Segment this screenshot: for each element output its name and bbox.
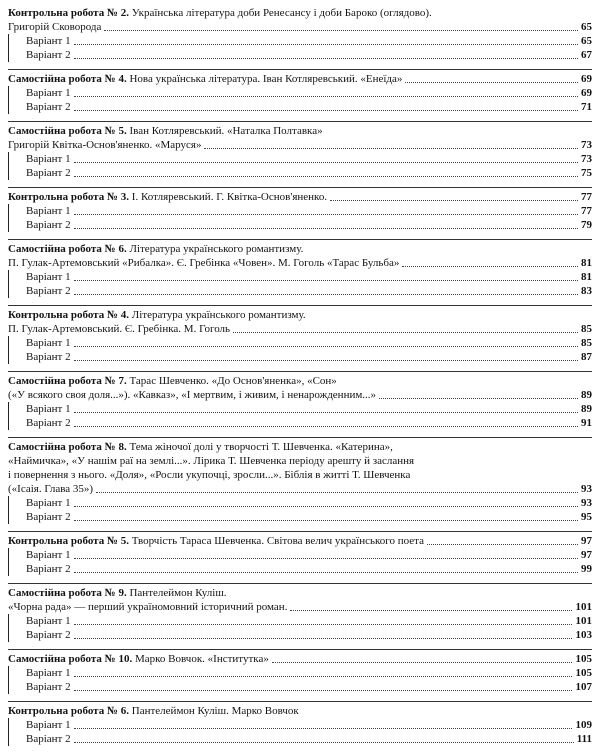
page-number: 89 — [581, 389, 592, 401]
page-number: 99 — [581, 563, 592, 575]
toc-entry[interactable] — [8, 6, 592, 20]
variant-label: Варіант 1 — [26, 153, 71, 165]
variant-entry[interactable] — [8, 204, 592, 218]
dot-leader — [74, 676, 572, 677]
work-label: Контрольна робота № 5. — [8, 535, 130, 547]
variant-label: Варіант 2 — [26, 563, 71, 575]
dot-leader — [74, 110, 578, 111]
variant-label: Варіант 2 — [26, 351, 71, 363]
variant-entry[interactable] — [8, 284, 592, 298]
work-title: і повернення з нього. «Доля», «Росли укупочці, зросли...». Біблія в житті Т. Шевченка — [8, 469, 411, 481]
work-label: Контрольна робота № 4. — [8, 309, 130, 321]
variant-label: Варіант 1 — [26, 719, 71, 731]
toc-entry-text — [8, 482, 93, 496]
page-number: 79 — [581, 219, 592, 231]
dot-leader — [272, 662, 572, 663]
dot-leader — [405, 82, 578, 83]
page-number: 109 — [575, 719, 592, 731]
toc-entry-text — [8, 20, 101, 34]
work-title: Українська література доби Ренесансу і доби Бароко (оглядово). — [129, 7, 432, 19]
variant-entry[interactable] — [8, 496, 592, 510]
variant-entry[interactable] — [8, 166, 592, 180]
toc-entry-text — [8, 374, 337, 388]
variant-label: Варіант 1 — [26, 497, 71, 509]
toc-entry[interactable] — [8, 704, 592, 718]
dot-leader — [74, 176, 578, 177]
variant-entry[interactable] — [8, 416, 592, 430]
toc-entry[interactable] — [8, 440, 592, 454]
work-title: Література українського романтизму. — [126, 243, 304, 255]
page-number: 77 — [581, 205, 592, 217]
dot-leader — [379, 398, 578, 399]
toc-section — [8, 6, 592, 69]
dot-leader — [74, 624, 572, 625]
dot-leader — [290, 610, 572, 611]
page-number: 103 — [575, 629, 592, 641]
dot-leader — [74, 638, 572, 639]
work-title: Пантелеймон Куліш. Марко Вовчок — [129, 705, 299, 717]
variant-entry[interactable] — [8, 680, 592, 694]
variant-label: Варіант 2 — [26, 681, 71, 693]
work-title: Тема жіночої долі у творчості Т. Шевченка. «Катерина», — [126, 441, 393, 453]
variant-list — [8, 86, 592, 114]
variant-entry[interactable] — [8, 152, 592, 166]
variant-list — [8, 204, 592, 232]
dot-leader — [427, 544, 578, 545]
variant-list — [8, 34, 592, 62]
variant-entry[interactable] — [8, 732, 592, 746]
work-title: Пантелеймон Куліш. — [126, 587, 227, 599]
work-title: Григорій Сковорода — [8, 21, 102, 33]
toc-entry[interactable] — [8, 138, 592, 152]
page-number: 105 — [575, 667, 592, 679]
toc-entry-text — [8, 468, 410, 482]
page-number: 93 — [581, 497, 592, 509]
page-number: 65 — [581, 21, 592, 33]
toc-section — [8, 371, 592, 437]
variant-label: Варіант 2 — [26, 733, 71, 745]
variant-list — [8, 270, 592, 298]
work-title: Григорій Квітка-Основ'яненко. «Маруся» — [8, 139, 202, 151]
dot-leader — [74, 690, 572, 691]
page-number: 95 — [581, 511, 592, 523]
dot-leader — [74, 412, 578, 413]
variant-entry[interactable] — [8, 336, 592, 350]
dot-leader — [74, 58, 578, 59]
toc-entry-text — [8, 256, 399, 270]
work-title: «Чорна рада» — перший україномовний історичний роман. — [8, 601, 288, 613]
dot-leader — [74, 294, 578, 295]
toc-entry[interactable] — [8, 468, 592, 482]
variant-label: Варіант 2 — [26, 629, 71, 641]
dot-leader — [74, 558, 578, 559]
toc-entry[interactable] — [8, 534, 592, 548]
variant-list — [8, 336, 592, 364]
toc-entry-text — [8, 704, 299, 718]
work-title: Тарас Шевченко. «До Основ'яненка», «Сон» — [126, 375, 337, 387]
toc-section — [8, 239, 592, 305]
variant-entry[interactable] — [8, 34, 592, 48]
toc-entry-text — [8, 388, 376, 402]
toc-entry-text — [8, 124, 323, 138]
variant-label: Варіант 2 — [26, 49, 71, 61]
page-number: 101 — [575, 601, 592, 613]
toc-entry[interactable] — [8, 308, 592, 322]
page-number: 89 — [581, 403, 592, 415]
page-number: 69 — [581, 87, 592, 99]
variant-label: Варіант 1 — [26, 549, 71, 561]
toc-entry[interactable] — [8, 256, 592, 270]
toc-entry[interactable] — [8, 652, 592, 666]
dot-leader — [74, 360, 578, 361]
work-label: Контрольна робота № 2. — [8, 7, 130, 19]
toc-entry[interactable] — [8, 454, 592, 468]
toc-entry-text — [8, 586, 227, 600]
page-number: 67 — [581, 49, 592, 61]
work-title: Нова українська література. Іван Котляревський. «Енеїда» — [126, 73, 403, 85]
toc-entry[interactable] — [8, 322, 592, 336]
work-title: («У всякого своя доля...»). «Кавказ», «І мертвим, і живим, і ненарожденним...» — [8, 389, 377, 401]
work-title: П. Гулак-Артемовський «Рибалка». Є. Гребінка «Човен». М. Гоголь «Тарас Бульба» — [8, 257, 400, 269]
variant-entry[interactable] — [8, 86, 592, 100]
work-label: Самостійна робота № 9. — [8, 587, 127, 599]
dot-leader — [233, 332, 578, 333]
toc-entry[interactable] — [8, 72, 592, 86]
variant-entry[interactable] — [8, 666, 592, 680]
toc-entry[interactable] — [8, 586, 592, 600]
variant-list — [8, 548, 592, 576]
dot-leader — [74, 280, 578, 281]
page-number: 105 — [575, 653, 592, 665]
work-label: Самостійна робота № 4. — [8, 73, 127, 85]
dot-leader — [74, 742, 574, 743]
variant-entry[interactable] — [8, 562, 592, 576]
dot-leader — [74, 572, 578, 573]
variant-entry[interactable] — [8, 48, 592, 62]
variant-entry[interactable] — [8, 100, 592, 114]
variant-entry[interactable] — [8, 218, 592, 232]
variant-entry[interactable] — [8, 718, 592, 732]
work-label: Самостійна робота № 7. — [8, 375, 127, 387]
toc-entry-text — [8, 534, 424, 548]
variant-label: Варіант 2 — [26, 219, 71, 231]
variant-entry[interactable] — [8, 628, 592, 642]
work-title: («Ісаія. Глава 35») — [8, 483, 94, 495]
variant-entry[interactable] — [8, 548, 592, 562]
work-label: Контрольна робота № 6. — [8, 705, 130, 717]
variant-label: Варіант 2 — [26, 285, 71, 297]
page-number: 97 — [581, 535, 592, 547]
toc-entry-text — [8, 72, 402, 86]
toc-entry[interactable] — [8, 374, 592, 388]
toc-section — [8, 649, 592, 701]
toc-section — [8, 583, 592, 649]
variant-label: Варіант 1 — [26, 35, 71, 47]
page-number: 71 — [581, 101, 592, 113]
page-number: 87 — [581, 351, 592, 363]
dot-leader — [74, 228, 578, 229]
toc-entry-text — [8, 242, 303, 256]
page-number: 91 — [581, 417, 592, 429]
toc-entry-text — [8, 6, 432, 20]
toc-entry[interactable] — [8, 242, 592, 256]
variant-list — [8, 402, 592, 430]
page-number: 85 — [581, 337, 592, 349]
toc-entry-text — [8, 454, 414, 468]
page-number: 73 — [581, 139, 592, 151]
dot-leader — [74, 96, 578, 97]
variant-label: Варіант 1 — [26, 271, 71, 283]
page-number: 107 — [575, 681, 592, 693]
toc-entry-text — [8, 308, 306, 322]
toc-entry-text — [8, 138, 201, 152]
toc-section — [8, 701, 592, 753]
page-number: 77 — [581, 191, 592, 203]
toc-entry-text — [8, 322, 230, 336]
toc-section — [8, 305, 592, 371]
work-title: Література українського романтизму. — [129, 309, 306, 321]
toc-section — [8, 437, 592, 531]
variant-label: Варіант 1 — [26, 87, 71, 99]
toc-entry[interactable] — [8, 124, 592, 138]
dot-leader — [74, 520, 578, 521]
toc-entry[interactable] — [8, 20, 592, 34]
variant-list — [8, 496, 592, 524]
toc-entry-text — [8, 600, 287, 614]
variant-label: Варіант 1 — [26, 205, 71, 217]
dot-leader — [402, 266, 578, 267]
page-number: 69 — [581, 73, 592, 85]
variant-label: Варіант 1 — [26, 337, 71, 349]
page-number: 81 — [581, 257, 592, 269]
dot-leader — [74, 44, 578, 45]
variant-list — [8, 152, 592, 180]
variant-label: Варіант 2 — [26, 511, 71, 523]
toc-entry-text — [8, 652, 269, 666]
variant-entry[interactable] — [8, 350, 592, 364]
variant-label: Варіант 1 — [26, 667, 71, 679]
work-title: Іван Котляревський. «Наталка Полтавка» — [126, 125, 323, 137]
toc-entry-text — [8, 440, 393, 454]
dot-leader — [74, 506, 578, 507]
variant-list — [8, 718, 592, 746]
toc-entry[interactable] — [8, 388, 592, 402]
page-number: 97 — [581, 549, 592, 561]
toc-entry[interactable] — [8, 482, 592, 496]
work-title: «Наймичка», «У нашім раї на землі...». Лірика Т. Шевченка періоду арешту й заслання — [8, 455, 415, 467]
toc-section — [8, 69, 592, 121]
variant-entry[interactable] — [8, 270, 592, 284]
variant-label: Варіант 2 — [26, 167, 71, 179]
page-number: 73 — [581, 153, 592, 165]
variant-label: Варіант 1 — [26, 615, 71, 627]
toc-entry[interactable] — [8, 190, 592, 204]
variant-entry[interactable] — [8, 510, 592, 524]
toc-section — [8, 121, 592, 187]
work-title: П. Гулак-Артемовський. Є. Гребінка. М. Гоголь — [8, 323, 231, 335]
page-number: 75 — [581, 167, 592, 179]
variant-entry[interactable] — [8, 402, 592, 416]
dot-leader — [204, 148, 578, 149]
dot-leader — [104, 30, 578, 31]
dot-leader — [330, 200, 578, 201]
work-title: І. Котляревський. Г. Квітка-Основ'яненко. — [129, 191, 328, 203]
work-label: Самостійна робота № 6. — [8, 243, 127, 255]
variant-label: Варіант 2 — [26, 101, 71, 113]
variant-list — [8, 666, 592, 694]
toc-entry-text — [8, 190, 327, 204]
page-number: 101 — [575, 615, 592, 627]
dot-leader — [74, 162, 578, 163]
work-label: Самостійна робота № 8. — [8, 441, 127, 453]
dot-leader — [74, 346, 578, 347]
work-label: Самостійна робота № 10. — [8, 653, 133, 665]
work-label: Контрольна робота № 3. — [8, 191, 130, 203]
toc-entry[interactable] — [8, 600, 592, 614]
work-title: Творчість Тараса Шевченка. Світова велич українського поета — [129, 535, 424, 547]
variant-entry[interactable] — [8, 614, 592, 628]
work-label: Самостійна робота № 5. — [8, 125, 127, 137]
dot-leader — [74, 728, 572, 729]
variant-label: Варіант 2 — [26, 417, 71, 429]
toc-section — [8, 187, 592, 239]
page-number: 65 — [581, 35, 592, 47]
page-number: 93 — [581, 483, 592, 495]
page-number: 83 — [581, 285, 592, 297]
variant-label: Варіант 1 — [26, 403, 71, 415]
variant-list — [8, 614, 592, 642]
toc-section — [8, 531, 592, 583]
work-title: Марко Вовчок. «Інститутка» — [132, 653, 269, 665]
dot-leader — [96, 492, 578, 493]
dot-leader — [74, 214, 578, 215]
page-number: 85 — [581, 323, 592, 335]
dot-leader — [74, 426, 578, 427]
page-number: 81 — [581, 271, 592, 283]
page-number: 111 — [576, 733, 592, 745]
